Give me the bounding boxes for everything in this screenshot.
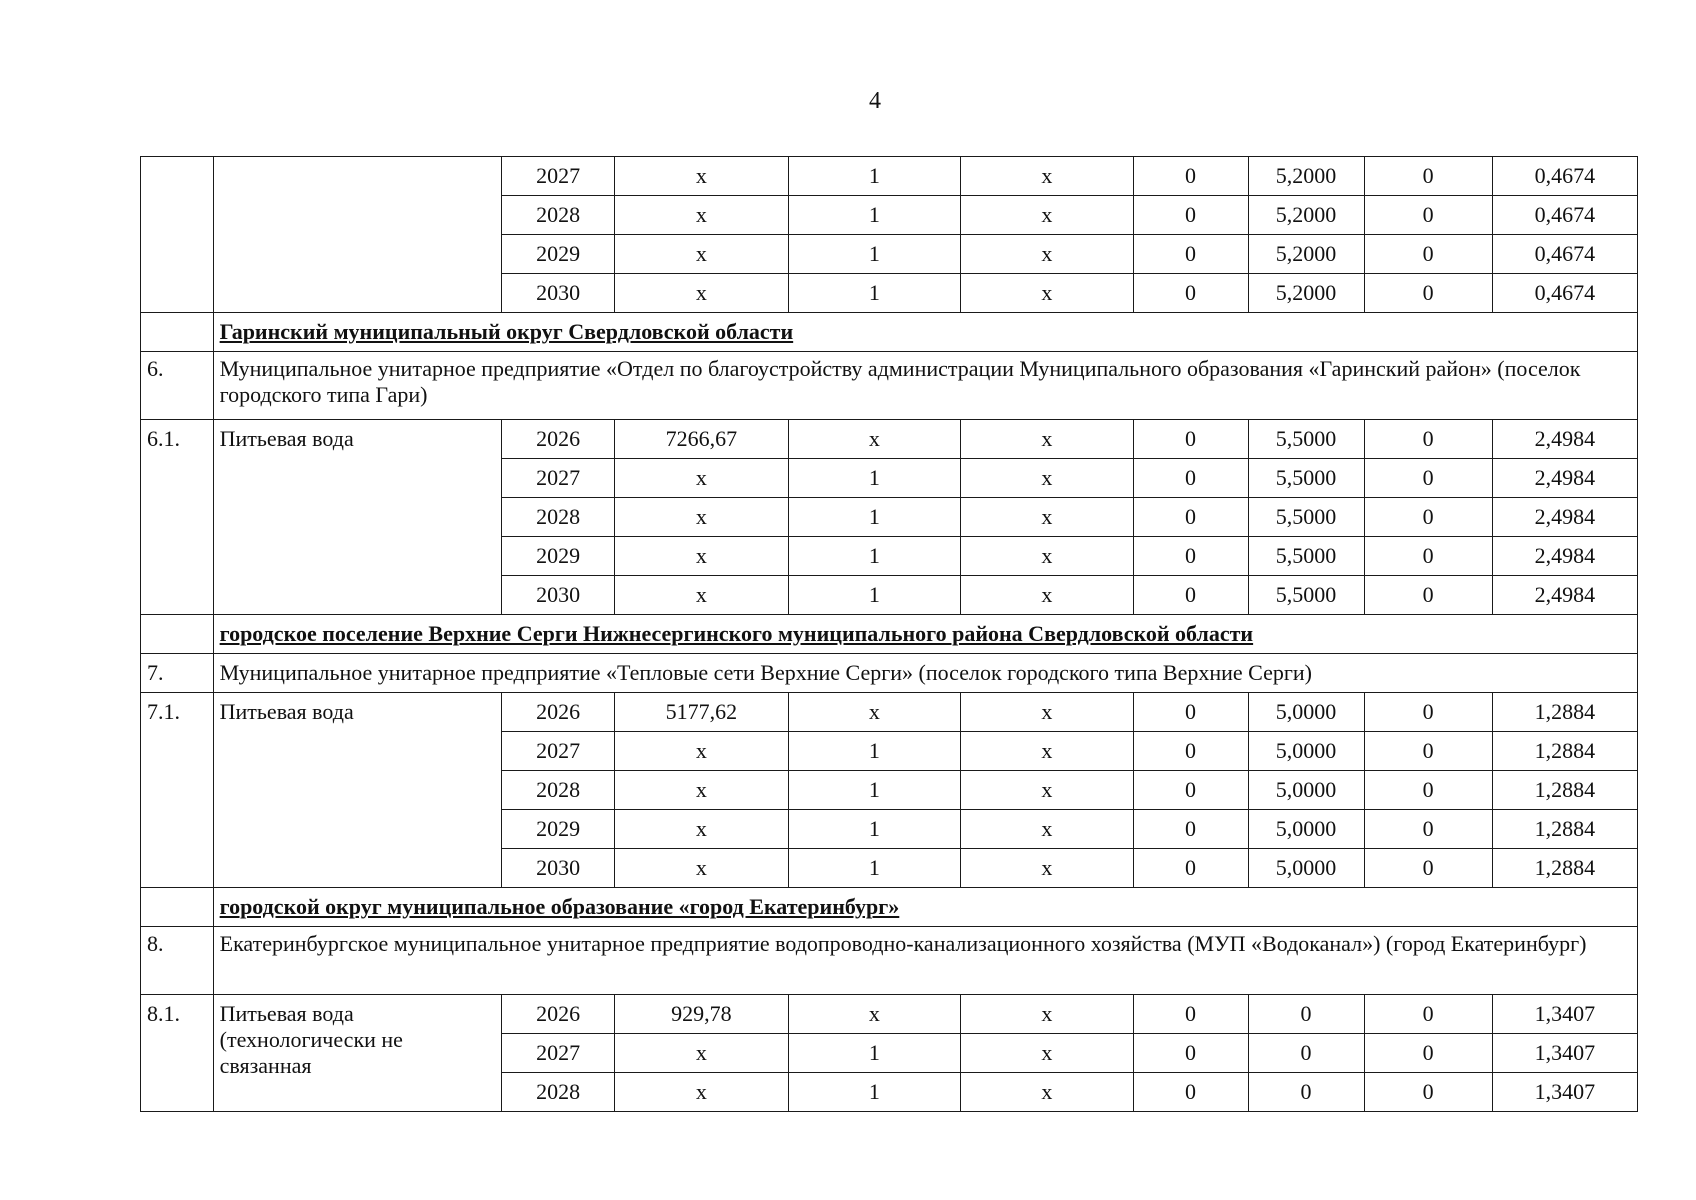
zero-cell: 0 [1133, 693, 1248, 732]
item-name: Питьевая вода [213, 420, 502, 615]
zero-cell: 0 [1133, 157, 1248, 196]
index-cell: 1 [788, 274, 960, 313]
item-name: Питьевая вода [213, 693, 502, 888]
value-cell: х [615, 1073, 789, 1112]
index-cell: х [788, 995, 960, 1034]
coef-cell: 2,4984 [1492, 537, 1637, 576]
coef-cell: 2,4984 [1492, 459, 1637, 498]
index-cell: 1 [788, 1073, 960, 1112]
org-name: Муниципальное унитарное предприятие «Тепловые сети Верхние Серги» (поселок городского типа Верхние Серги) [213, 654, 1637, 693]
index-cell: 1 [788, 498, 960, 537]
zero-cell: 0 [1133, 810, 1248, 849]
zero-cell: 0 [1133, 196, 1248, 235]
rate-cell: 5,2000 [1248, 235, 1364, 274]
rate-cell: 5,2000 [1248, 157, 1364, 196]
year-cell: 2026 [502, 995, 615, 1034]
value-cell: х [615, 235, 789, 274]
zero-cell: 0 [1133, 498, 1248, 537]
index-cell: 1 [788, 771, 960, 810]
year-cell: 2029 [502, 537, 615, 576]
year-cell: 2030 [502, 849, 615, 888]
org-number: 6. [141, 352, 214, 420]
value-cell: 929,78 [615, 995, 789, 1034]
value-cell: х [615, 849, 789, 888]
x-cell: х [961, 196, 1133, 235]
zero-cell: 0 [1133, 1034, 1248, 1073]
item-name [213, 157, 502, 313]
table-row [141, 995, 1638, 1034]
x-cell: х [961, 274, 1133, 313]
value-cell: х [615, 576, 789, 615]
empty-cell [141, 888, 214, 927]
zero-cell: 0 [1133, 771, 1248, 810]
org-name: Екатеринбургское муниципальное унитарное предприятие водопроводно-канализационного хозяйства (МУП «Водоканал») (город Екатеринбург) [213, 927, 1637, 995]
zero2-cell: 0 [1364, 849, 1492, 888]
rate-cell: 5,5000 [1248, 537, 1364, 576]
year-cell: 2028 [502, 196, 615, 235]
value-cell: х [615, 274, 789, 313]
section-row [141, 888, 1638, 927]
coef-cell: 0,4674 [1492, 274, 1637, 313]
rate-cell: 5,0000 [1248, 693, 1364, 732]
value-cell: х [615, 810, 789, 849]
zero2-cell: 0 [1364, 459, 1492, 498]
x-cell: х [961, 498, 1133, 537]
rate-cell: 5,5000 [1248, 498, 1364, 537]
coef-cell: 0,4674 [1492, 235, 1637, 274]
coef-cell: 1,3407 [1492, 1034, 1637, 1073]
index-cell: х [788, 420, 960, 459]
x-cell: х [961, 1034, 1133, 1073]
zero2-cell: 0 [1364, 196, 1492, 235]
coef-cell: 1,2884 [1492, 810, 1637, 849]
org-number: 7. [141, 654, 214, 693]
coef-cell: 1,2884 [1492, 732, 1637, 771]
index-cell: 1 [788, 196, 960, 235]
zero2-cell: 0 [1364, 576, 1492, 615]
page-number: 4 [869, 88, 881, 114]
year-cell: 2028 [502, 498, 615, 537]
rate-cell: 5,0000 [1248, 849, 1364, 888]
x-cell: х [961, 995, 1133, 1034]
coef-cell: 2,4984 [1492, 498, 1637, 537]
zero2-cell: 0 [1364, 1034, 1492, 1073]
tariff-table [140, 156, 1638, 1112]
index-cell: 1 [788, 576, 960, 615]
zero2-cell: 0 [1364, 157, 1492, 196]
value-cell: 7266,67 [615, 420, 789, 459]
index-cell: х [788, 693, 960, 732]
year-cell: 2030 [502, 576, 615, 615]
year-cell: 2026 [502, 420, 615, 459]
x-cell: х [961, 849, 1133, 888]
section-heading: городское поселение Верхние Серги Нижнесергинского муниципального района Свердловской области [213, 615, 1637, 654]
x-cell: х [961, 576, 1133, 615]
row-number: 6.1. [141, 420, 214, 615]
section-row [141, 313, 1638, 352]
zero-cell: 0 [1133, 576, 1248, 615]
section-row [141, 615, 1638, 654]
table-row [141, 157, 1638, 196]
row-number: 8.1. [141, 995, 214, 1112]
coef-cell: 2,4984 [1492, 420, 1637, 459]
year-cell: 2030 [502, 274, 615, 313]
x-cell: х [961, 459, 1133, 498]
zero2-cell: 0 [1364, 420, 1492, 459]
item-name: Питьевая вода (технологически не связанная [213, 995, 502, 1112]
zero2-cell: 0 [1364, 693, 1492, 732]
rate-cell: 5,0000 [1248, 732, 1364, 771]
rate-cell: 0 [1248, 1073, 1364, 1112]
zero2-cell: 0 [1364, 771, 1492, 810]
value-cell: х [615, 537, 789, 576]
year-cell: 2027 [502, 732, 615, 771]
x-cell: х [961, 771, 1133, 810]
index-cell: 1 [788, 849, 960, 888]
organization-row [141, 927, 1638, 995]
empty-cell [141, 313, 214, 352]
empty-cell [141, 615, 214, 654]
rate-cell: 5,5000 [1248, 459, 1364, 498]
value-cell: х [615, 459, 789, 498]
organization-row [141, 352, 1638, 420]
value-cell: х [615, 1034, 789, 1073]
value-cell: х [615, 157, 789, 196]
zero2-cell: 0 [1364, 732, 1492, 771]
zero-cell: 0 [1133, 459, 1248, 498]
zero-cell: 0 [1133, 849, 1248, 888]
organization-row [141, 654, 1638, 693]
year-cell: 2027 [502, 459, 615, 498]
org-name: Муниципальное унитарное предприятие «Отдел по благоустройству администрации Муниципального образования «Гаринский район» (поселок городского типа Гари) [213, 352, 1637, 420]
index-cell: 1 [788, 157, 960, 196]
year-cell: 2027 [502, 157, 615, 196]
row-number [141, 157, 214, 313]
value-cell: х [615, 732, 789, 771]
x-cell: х [961, 537, 1133, 576]
x-cell: х [961, 420, 1133, 459]
rate-cell: 5,2000 [1248, 196, 1364, 235]
x-cell: х [961, 810, 1133, 849]
zero2-cell: 0 [1364, 810, 1492, 849]
table-row [141, 420, 1638, 459]
rate-cell: 5,0000 [1248, 810, 1364, 849]
rate-cell: 5,0000 [1248, 771, 1364, 810]
zero2-cell: 0 [1364, 498, 1492, 537]
value-cell: 5177,62 [615, 693, 789, 732]
zero2-cell: 0 [1364, 537, 1492, 576]
zero-cell: 0 [1133, 995, 1248, 1034]
index-cell: 1 [788, 1034, 960, 1073]
x-cell: х [961, 1073, 1133, 1112]
coef-cell: 1,3407 [1492, 995, 1637, 1034]
zero-cell: 0 [1133, 235, 1248, 274]
zero-cell: 0 [1133, 537, 1248, 576]
coef-cell: 1,2884 [1492, 771, 1637, 810]
row-number: 7.1. [141, 693, 214, 888]
coef-cell: 1,2884 [1492, 849, 1637, 888]
table-row [141, 693, 1638, 732]
index-cell: 1 [788, 459, 960, 498]
coef-cell: 1,2884 [1492, 693, 1637, 732]
coef-cell: 2,4984 [1492, 576, 1637, 615]
index-cell: 1 [788, 732, 960, 771]
x-cell: х [961, 157, 1133, 196]
section-heading: городской округ муниципальное образование «город Екатеринбург» [213, 888, 1637, 927]
zero-cell: 0 [1133, 420, 1248, 459]
zero2-cell: 0 [1364, 995, 1492, 1034]
index-cell: 1 [788, 810, 960, 849]
value-cell: х [615, 196, 789, 235]
coef-cell: 1,3407 [1492, 1073, 1637, 1112]
index-cell: 1 [788, 235, 960, 274]
x-cell: х [961, 693, 1133, 732]
rate-cell: 5,5000 [1248, 576, 1364, 615]
index-cell: 1 [788, 537, 960, 576]
coef-cell: 0,4674 [1492, 196, 1637, 235]
x-cell: х [961, 235, 1133, 274]
rate-cell: 5,2000 [1248, 274, 1364, 313]
section-heading: Гаринский муниципальный округ Свердловской области [213, 313, 1637, 352]
year-cell: 2028 [502, 1073, 615, 1112]
org-number: 8. [141, 927, 214, 995]
rate-cell: 0 [1248, 995, 1364, 1034]
table-body [141, 157, 1638, 1112]
value-cell: х [615, 498, 789, 537]
rate-cell: 0 [1248, 1034, 1364, 1073]
rate-cell: 5,5000 [1248, 420, 1364, 459]
year-cell: 2026 [502, 693, 615, 732]
value-cell: х [615, 771, 789, 810]
zero2-cell: 0 [1364, 235, 1492, 274]
zero-cell: 0 [1133, 1073, 1248, 1112]
zero2-cell: 0 [1364, 274, 1492, 313]
zero2-cell: 0 [1364, 1073, 1492, 1112]
zero-cell: 0 [1133, 274, 1248, 313]
year-cell: 2027 [502, 1034, 615, 1073]
zero-cell: 0 [1133, 732, 1248, 771]
x-cell: х [961, 732, 1133, 771]
coef-cell: 0,4674 [1492, 157, 1637, 196]
year-cell: 2029 [502, 810, 615, 849]
year-cell: 2028 [502, 771, 615, 810]
year-cell: 2029 [502, 235, 615, 274]
